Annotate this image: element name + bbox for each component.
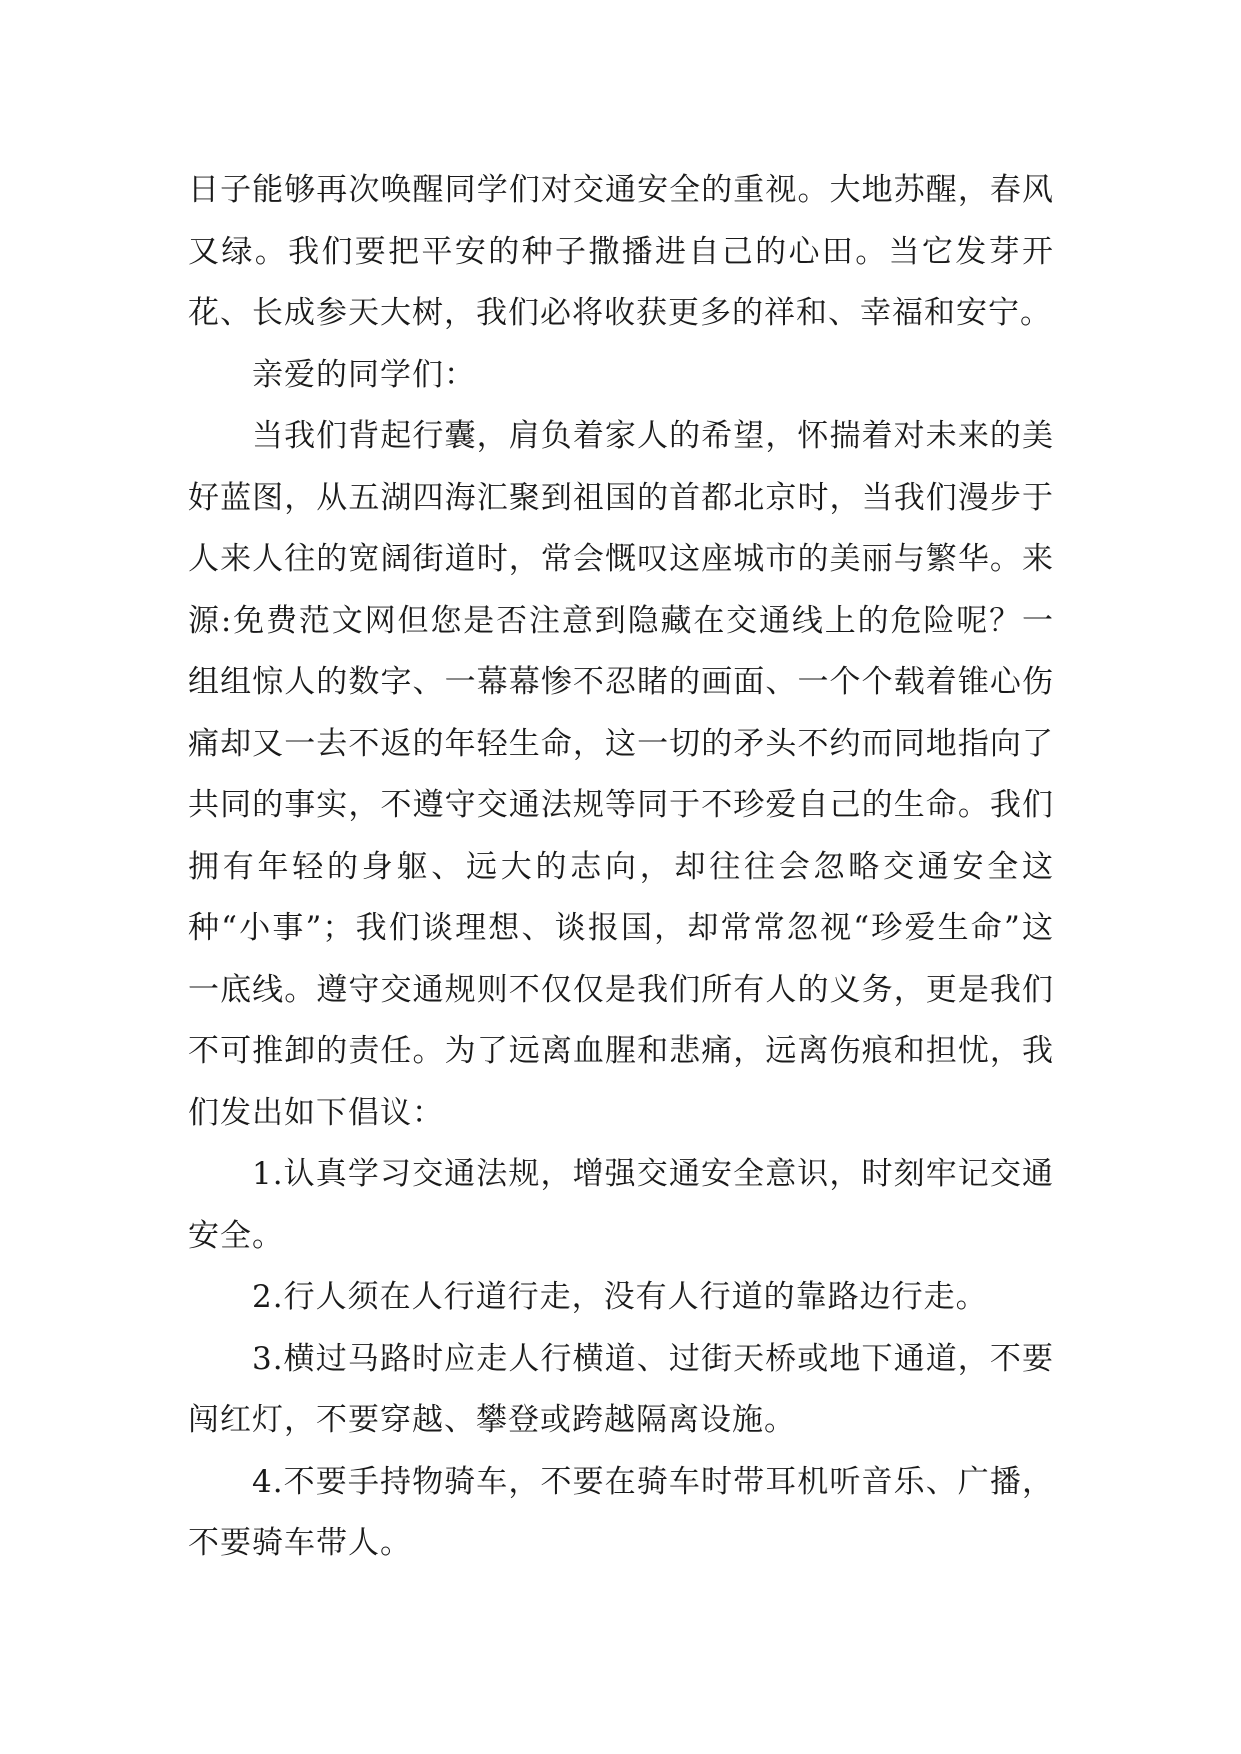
document-body xyxy=(188,160,1054,1575)
salutation: 亲爱的同学们： xyxy=(252,356,476,393)
paragraph-continuation: 日子能够再次唤醒同学们对交通安全的重视。大地苏醒，春风又绿。我们要把平安的种子撒播进自己的心田。当它发芽开花、长成参天大树，我们必将收获更多的祥和、幸福和安宁。 xyxy=(188,172,1054,331)
proposal-item-4: 4.不要手持物骑车，不要在骑车时带耳机听音乐、广播，不要骑车带人。 xyxy=(188,1463,1054,1561)
paragraph-main: 当我们背起行囊，肩负着家人的希望，怀揣着对未来的美好蓝图，从五湖四海汇聚到祖国的首都北京时，当我们漫步于人来人往的宽阔街道时，常会慨叹这座城市的美丽与繁华。来源:免费范文网但您是否注意到隐藏在交通线上的危险呢？一组组惊人的数字、一幕幕惨不忍睹的画面、一个个载着锥心伤痛却又一去不返的年轻生命，这一切的矛头不约而同地指向了共同的事实，不遵守交通法规等同于不珍爱自己的生命。我们拥有年轻的身躯、远大的志向，却往往会忽略交通安全这种“小事”；我们谈理想、谈报国，却常常忽视“珍爱生命”这一底线。遵守交通规则不仅仅是我们所有人的义务，更是我们不可推卸的责任。为了远离血腥和悲痛，远离伤痕和担忧，我们发出如下倡议： xyxy=(188,418,1054,1131)
proposal-item-1: 1.认真学习交通法规，增强交通安全意识，时刻牢记交通安全。 xyxy=(188,1156,1054,1254)
proposal-item-3: 3.横过马路时应走人行横道、过街天桥或地下通道，不要闯红灯，不要穿越、攀登或跨越隔离设施。 xyxy=(188,1340,1054,1438)
proposal-item-2: 2.行人须在人行道行走，没有人行道的靠路边行走。 xyxy=(252,1279,988,1315)
